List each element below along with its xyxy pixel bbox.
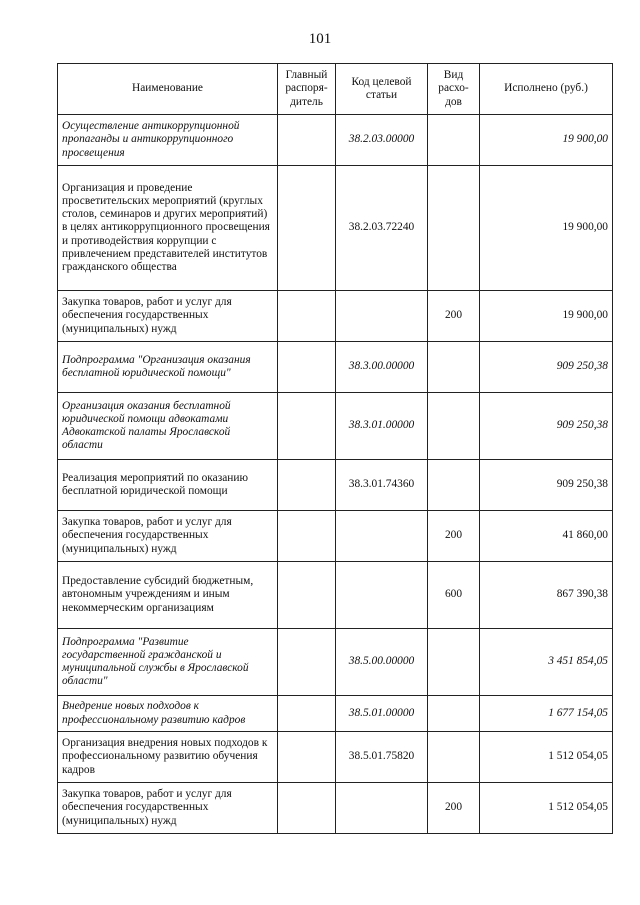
header-name: Наименование bbox=[58, 64, 278, 115]
row-amount: 1 512 054,05 bbox=[480, 783, 613, 834]
row-chief bbox=[278, 732, 336, 783]
row-name: Подпрограмма "Развитие государственной гражданской и муниципальной службы в Ярославской области" bbox=[58, 629, 278, 696]
row-type bbox=[428, 166, 480, 291]
row-name: Внедрение новых подходов к профессиональному развитию кадров bbox=[58, 696, 278, 732]
row-amount: 1 677 154,05 bbox=[480, 696, 613, 732]
row-code: 38.5.00.00000 bbox=[336, 629, 428, 696]
table-row bbox=[58, 783, 613, 834]
row-chief bbox=[278, 342, 336, 393]
row-type: 200 bbox=[428, 511, 480, 562]
table-row bbox=[58, 460, 613, 511]
table-row bbox=[58, 291, 613, 342]
row-chief bbox=[278, 783, 336, 834]
row-code bbox=[336, 783, 428, 834]
row-chief bbox=[278, 460, 336, 511]
row-name: Закупка товаров, работ и услуг для обеспечения государственных (муниципальных) нужд bbox=[58, 783, 278, 834]
row-chief bbox=[278, 696, 336, 732]
row-code: 38.5.01.00000 bbox=[336, 696, 428, 732]
row-name: Закупка товаров, работ и услуг для обеспечения государственных (муниципальных) нужд bbox=[58, 511, 278, 562]
row-code: 38.3.01.00000 bbox=[336, 393, 428, 460]
table-row bbox=[58, 629, 613, 696]
row-code: 38.5.01.75820 bbox=[336, 732, 428, 783]
table-row bbox=[58, 511, 613, 562]
row-name: Осуществление антикоррупционной пропаганды и антикоррупционного просвещения bbox=[58, 115, 278, 166]
header-code: Код целевой статьи bbox=[336, 64, 428, 115]
budget-table bbox=[57, 63, 613, 834]
row-name: Предоставление субсидий бюджетным, автономным учреждениям и иным некоммерческим организациям bbox=[58, 562, 278, 629]
row-type bbox=[428, 629, 480, 696]
table-row bbox=[58, 342, 613, 393]
row-amount: 1 512 054,05 bbox=[480, 732, 613, 783]
row-amount: 19 900,00 bbox=[480, 291, 613, 342]
row-amount: 19 900,00 bbox=[480, 115, 613, 166]
row-amount: 3 451 854,05 bbox=[480, 629, 613, 696]
row-code: 38.3.00.00000 bbox=[336, 342, 428, 393]
row-code: 38.2.03.72240 bbox=[336, 166, 428, 291]
row-name: Организация и проведение просветительских мероприятий (круглых столов, семинаров и других мероприятий) в целях антикоррупционного просвещения и противодействия коррупции с привлечением представителей институтов гражданского общества bbox=[58, 166, 278, 291]
header-chief: Главный распоря-дитель bbox=[278, 64, 336, 115]
row-type: 600 bbox=[428, 562, 480, 629]
table-row bbox=[58, 562, 613, 629]
row-name: Организация оказания бесплатной юридической помощи адвокатами Адвокатской палаты Ярославской области bbox=[58, 393, 278, 460]
row-amount: 909 250,38 bbox=[480, 393, 613, 460]
row-chief bbox=[278, 629, 336, 696]
row-chief bbox=[278, 562, 336, 629]
row-type bbox=[428, 342, 480, 393]
row-amount: 867 390,38 bbox=[480, 562, 613, 629]
page-number: 101 bbox=[308, 31, 332, 47]
row-chief bbox=[278, 393, 336, 460]
row-type: 200 bbox=[428, 783, 480, 834]
row-name: Закупка товаров, работ и услуг для обеспечения государственных (муниципальных) нужд bbox=[58, 291, 278, 342]
row-code bbox=[336, 511, 428, 562]
row-chief bbox=[278, 115, 336, 166]
row-name: Реализация мероприятий по оказанию бесплатной юридической помощи bbox=[58, 460, 278, 511]
row-chief bbox=[278, 291, 336, 342]
row-amount: 41 860,00 bbox=[480, 511, 613, 562]
row-amount: 19 900,00 bbox=[480, 166, 613, 291]
row-code: 38.3.01.74360 bbox=[336, 460, 428, 511]
table-row bbox=[58, 166, 613, 291]
row-type: 200 bbox=[428, 291, 480, 342]
table-row bbox=[58, 115, 613, 166]
row-chief bbox=[278, 166, 336, 291]
row-code bbox=[336, 291, 428, 342]
row-amount: 909 250,38 bbox=[480, 460, 613, 511]
table-header-row bbox=[58, 64, 613, 115]
header-type: Вид расхо-дов bbox=[428, 64, 480, 115]
row-code bbox=[336, 562, 428, 629]
table-row bbox=[58, 732, 613, 783]
row-type bbox=[428, 732, 480, 783]
row-chief bbox=[278, 511, 336, 562]
table-row bbox=[58, 393, 613, 460]
row-type bbox=[428, 115, 480, 166]
row-code: 38.2.03.00000 bbox=[336, 115, 428, 166]
table-row bbox=[58, 696, 613, 732]
row-type bbox=[428, 696, 480, 732]
row-type bbox=[428, 393, 480, 460]
row-name: Подпрограмма "Организация оказания бесплатной юридической помощи" bbox=[58, 342, 278, 393]
row-type bbox=[428, 460, 480, 511]
row-amount: 909 250,38 bbox=[480, 342, 613, 393]
header-amount: Исполнено (руб.) bbox=[480, 64, 613, 115]
row-name: Организация внедрения новых подходов к профессиональному развитию обучения кадров bbox=[58, 732, 278, 783]
